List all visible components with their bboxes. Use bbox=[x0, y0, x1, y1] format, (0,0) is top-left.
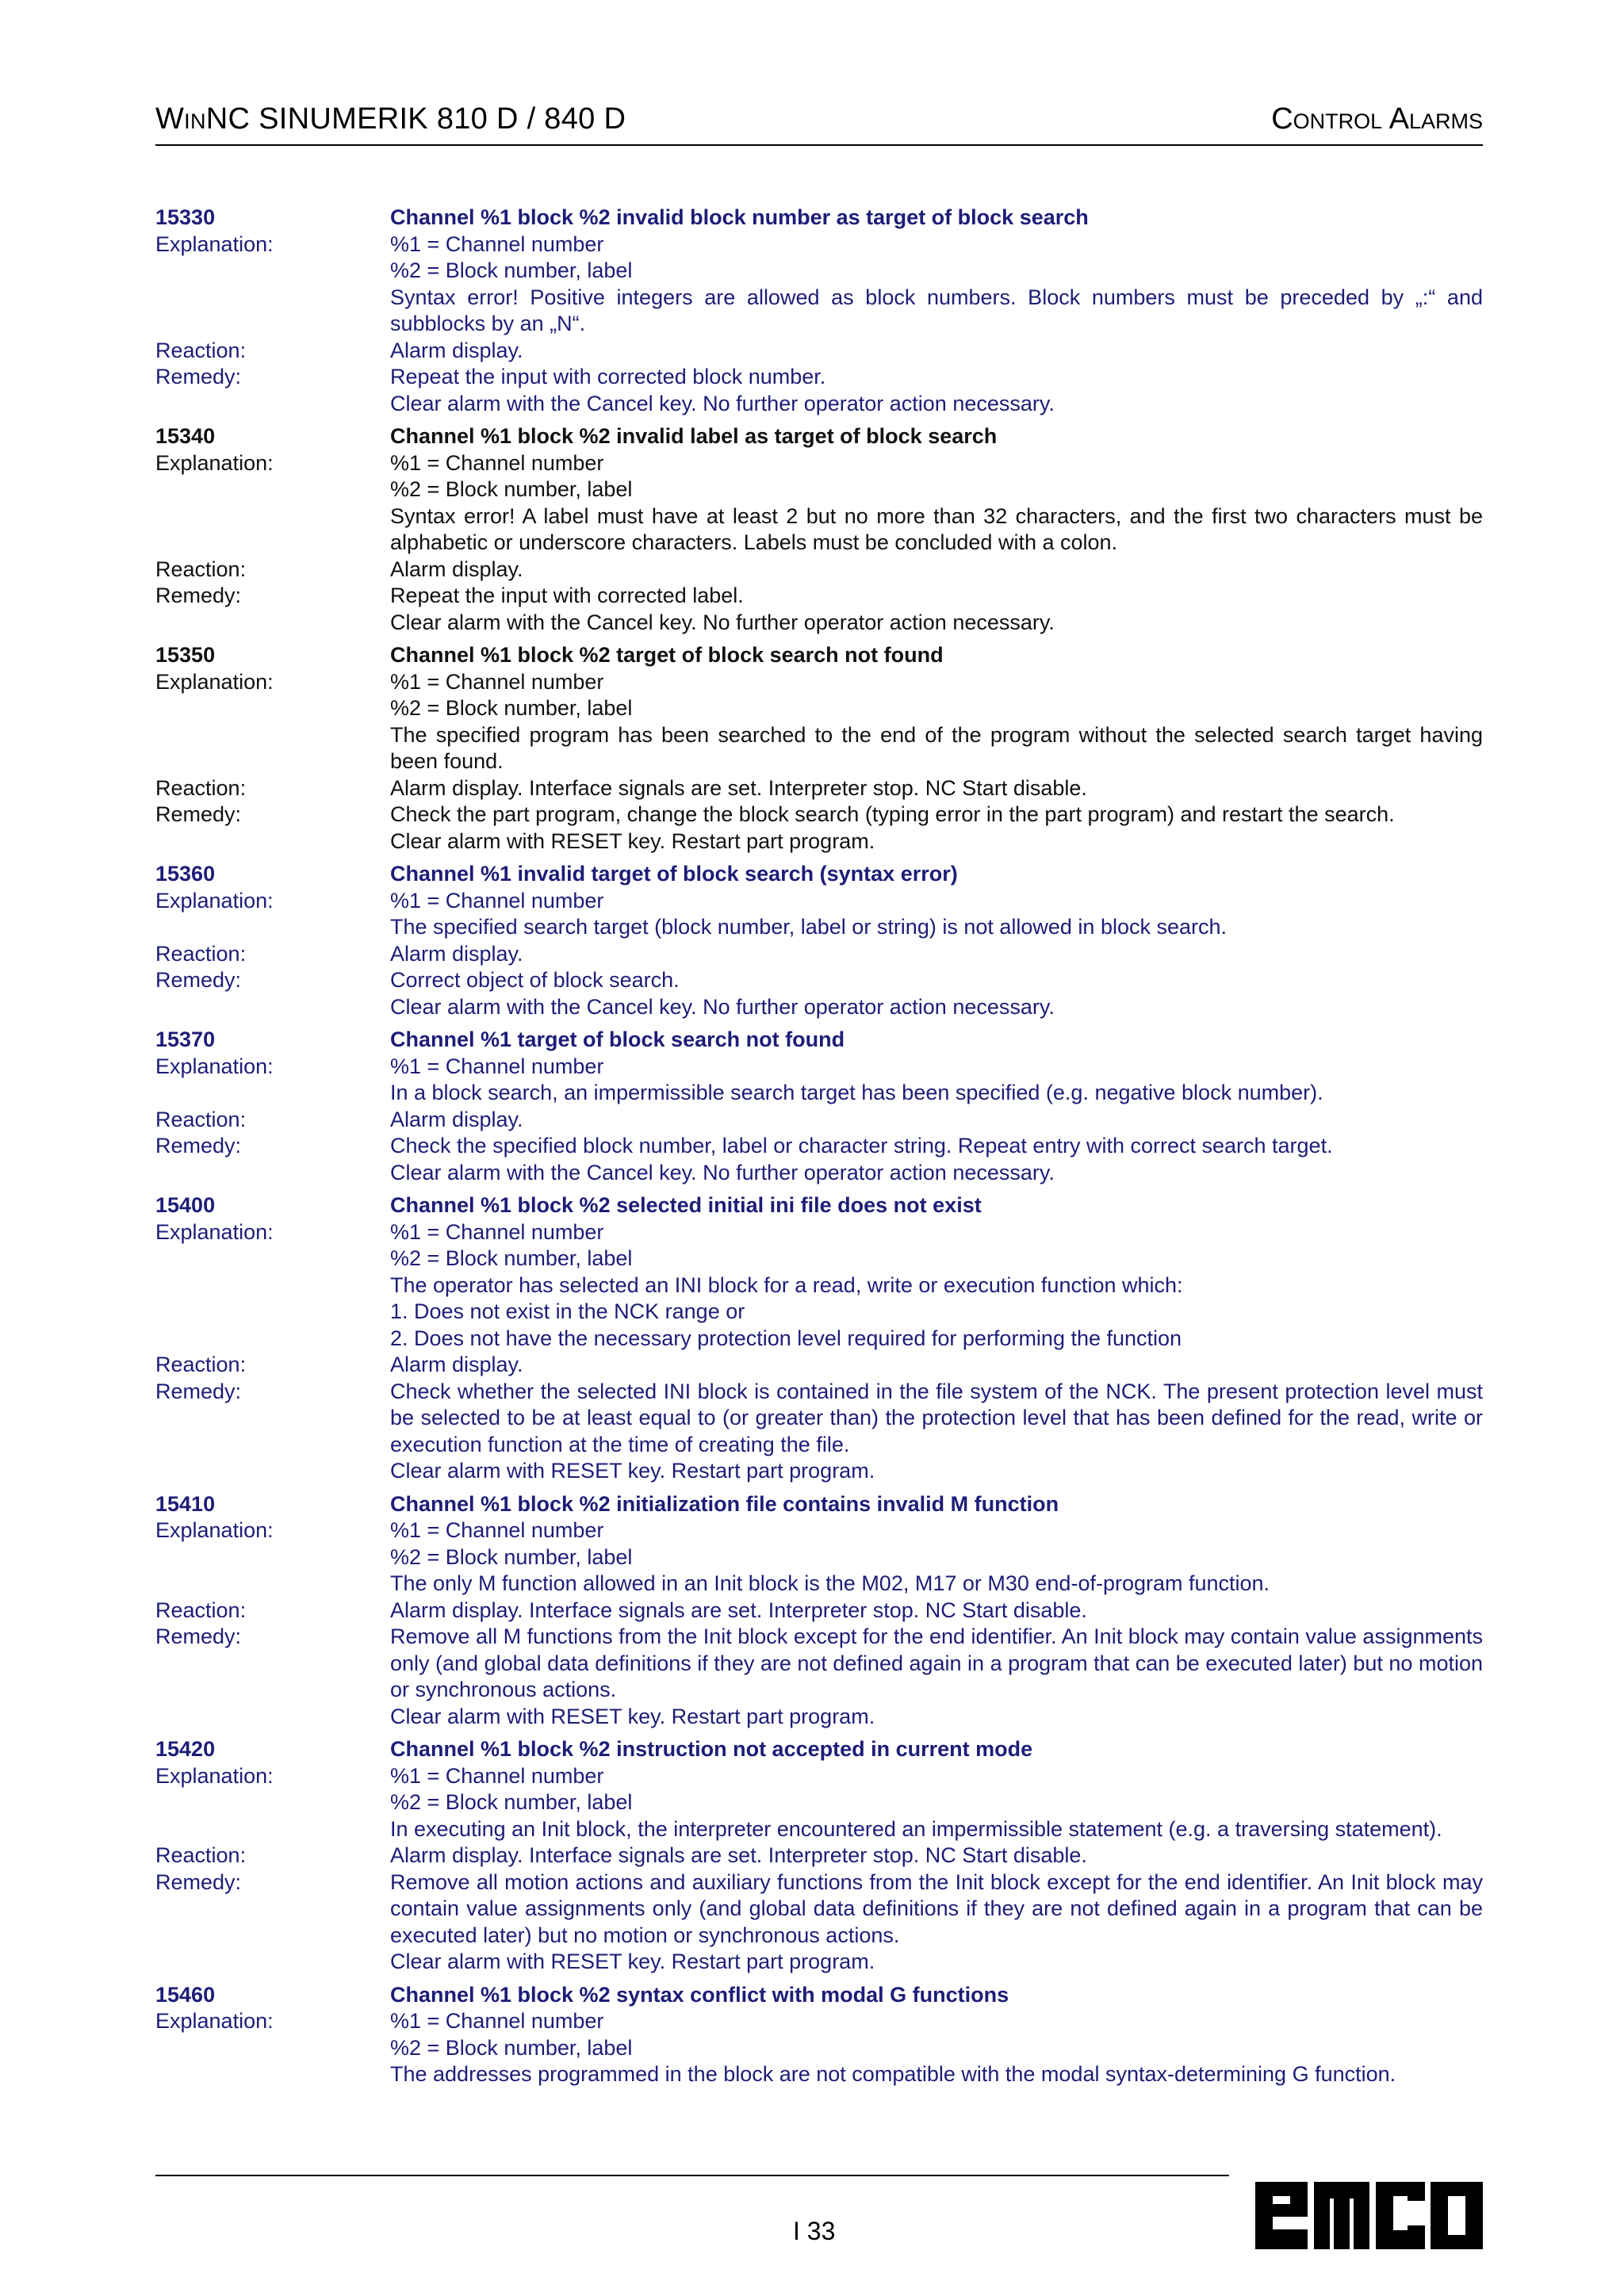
alarm-line bbox=[155, 258, 1483, 285]
explanation-text: %2 = Block number, label bbox=[390, 258, 633, 282]
explanation-text: The specified program has been searched to the end of the program without the selected search target having been found. bbox=[390, 722, 1483, 773]
label-spacer bbox=[155, 1272, 390, 1299]
alarm-line bbox=[155, 1299, 1483, 1326]
explanation-text: %2 = Block number, label bbox=[390, 1544, 633, 1569]
label-spacer bbox=[155, 2061, 390, 2088]
alarm-line bbox=[155, 861, 1483, 888]
explanation-label: Explanation: bbox=[155, 1054, 274, 1078]
alarm-title: Channel %1 block %2 initialization file contains invalid M function bbox=[390, 1491, 1059, 1516]
label-spacer bbox=[155, 994, 390, 1021]
alarm-line bbox=[155, 2035, 1483, 2062]
label-spacer bbox=[155, 285, 390, 338]
label-spacer bbox=[155, 1080, 390, 1107]
header-title: WinNC SINUMERIK 810 D / 840 D bbox=[155, 102, 626, 136]
remedy-label: Remedy: bbox=[155, 1379, 242, 1403]
explanation-label: Explanation: bbox=[155, 1518, 274, 1542]
alarm-title: Channel %1 block %2 invalid block number as target of block search bbox=[390, 205, 1089, 229]
alarm-line bbox=[155, 1458, 1483, 1485]
explanation-text: %1 = Channel number bbox=[390, 888, 604, 913]
reaction-text: Alarm display. bbox=[390, 1107, 523, 1131]
alarm-line bbox=[155, 1816, 1483, 1843]
alarm-line bbox=[155, 1517, 1483, 1544]
remedy-text: Clear alarm with RESET key. Restart part program. bbox=[390, 828, 875, 853]
alarm-code: 15350 bbox=[155, 643, 216, 667]
remedy-text: Repeat the input with corrected label. bbox=[390, 584, 744, 607]
alarm-entry bbox=[155, 1736, 1483, 1976]
alarm-line bbox=[155, 1571, 1483, 1598]
explanation-text: In a block search, an impermissible search target has been specified (e.g. negative block number). bbox=[390, 1081, 1323, 1104]
reaction-label: Reaction: bbox=[155, 1843, 247, 1867]
alarm-line bbox=[155, 503, 1483, 557]
alarm-entry bbox=[155, 1192, 1483, 1485]
label-spacer bbox=[155, 476, 390, 503]
label-spacer bbox=[155, 1544, 390, 1571]
explanation-label: Explanation: bbox=[155, 1219, 274, 1244]
alarm-line bbox=[155, 285, 1483, 338]
label-spacer bbox=[155, 914, 390, 941]
alarm-line bbox=[155, 232, 1483, 258]
alarm-entry bbox=[155, 1491, 1483, 1731]
alarm-line bbox=[155, 1704, 1483, 1731]
explanation-text: %1 = Channel number bbox=[390, 1219, 604, 1244]
label-spacer bbox=[155, 391, 390, 418]
alarm-code: 15410 bbox=[155, 1491, 216, 1516]
reaction-label: Reaction: bbox=[155, 775, 247, 800]
remedy-label: Remedy: bbox=[155, 365, 242, 388]
remedy-text: Remove all M functions from the Init block except for the end identifier. An Init block may contain value assignments only (and global data definitions if they are not defined again in a program that can be executed later) but no motion or synchronous actions. bbox=[390, 1624, 1483, 1701]
alarm-line bbox=[155, 914, 1483, 941]
label-spacer bbox=[155, 722, 390, 775]
explanation-text: %1 = Channel number bbox=[390, 1763, 604, 1788]
header-section: Control Alarms bbox=[1271, 102, 1483, 136]
remedy-label: Remedy: bbox=[155, 1134, 242, 1158]
remedy-text: Check whether the selected INI block is contained in the file system of the NCK. The present protection level must be selected to be at least equal to (or greater than) the protection level that has been defined for the read, write or execution function at the time of creating the file. bbox=[390, 1379, 1483, 1456]
remedy-text: Remove all motion actions and auxiliary functions from the Init block except for the end identifier. An Init block may contain value assignments only (and global data definitions if they are not defined again in a program that can be executed later) but no motion or synchronous actions. bbox=[390, 1869, 1483, 1947]
alarm-code: 15330 bbox=[155, 205, 216, 229]
alarm-line bbox=[155, 888, 1483, 915]
alarm-line bbox=[155, 1624, 1483, 1704]
explanation-label: Explanation: bbox=[155, 2009, 274, 2033]
remedy-label: Remedy: bbox=[155, 1624, 242, 1648]
alarm-line bbox=[155, 1080, 1483, 1107]
reaction-label: Reaction: bbox=[155, 941, 247, 966]
reaction-text: Alarm display. Interface signals are set. Interpreter stop. NC Start disable. bbox=[390, 1843, 1087, 1867]
alarm-entry bbox=[155, 205, 1483, 417]
alarm-line bbox=[155, 610, 1483, 637]
alarm-line bbox=[155, 423, 1483, 450]
alarm-entry bbox=[155, 1982, 1483, 2088]
remedy-text: Correct object of block search. bbox=[390, 968, 680, 992]
alarm-line bbox=[155, 1054, 1483, 1081]
alarm-line bbox=[155, 802, 1483, 828]
alarm-line bbox=[155, 967, 1483, 994]
label-spacer bbox=[155, 695, 390, 722]
reaction-label: Reaction: bbox=[155, 557, 247, 581]
label-spacer bbox=[155, 2035, 390, 2062]
alarm-title: Channel %1 block %2 selected initial ini file does not exist bbox=[390, 1193, 982, 1217]
alarm-line bbox=[155, 1352, 1483, 1379]
explanation-label: Explanation: bbox=[155, 232, 274, 256]
alarm-entry bbox=[155, 423, 1483, 636]
label-spacer bbox=[155, 828, 390, 855]
alarm-title: Channel %1 block %2 target of block search not found bbox=[390, 643, 944, 667]
label-spacer bbox=[155, 1246, 390, 1272]
alarm-line bbox=[155, 364, 1483, 391]
alarm-line bbox=[155, 476, 1483, 503]
alarm-line bbox=[155, 1982, 1483, 2009]
explanation-text: The operator has selected an INI block for a read, write or execution function which: bbox=[390, 1272, 1183, 1297]
explanation-text: %1 = Channel number bbox=[390, 1518, 604, 1542]
alarm-code: 15360 bbox=[155, 862, 216, 886]
remedy-label: Remedy: bbox=[155, 802, 242, 826]
reaction-label: Reaction: bbox=[155, 1107, 247, 1131]
reaction-text: Alarm display. bbox=[390, 1353, 523, 1376]
alarm-code: 15460 bbox=[155, 1982, 216, 2007]
alarm-line bbox=[155, 695, 1483, 722]
alarm-line bbox=[155, 1763, 1483, 1790]
explanation-text: 1. Does not exist in the NCK range or bbox=[390, 1299, 745, 1323]
alarm-title: Channel %1 invalid target of block search (syntax error) bbox=[390, 862, 958, 886]
reaction-label: Reaction: bbox=[155, 338, 247, 362]
alarm-line bbox=[155, 642, 1483, 669]
explanation-text: %2 = Block number, label bbox=[390, 1790, 633, 1814]
remedy-text: Clear alarm with the Cancel key. No further operator action necessary. bbox=[390, 994, 1055, 1019]
remedy-text: Clear alarm with the Cancel key. No further operator action necessary. bbox=[390, 391, 1055, 415]
reaction-label: Reaction: bbox=[155, 1353, 247, 1376]
alarm-code: 15400 bbox=[155, 1193, 216, 1217]
label-spacer bbox=[155, 1160, 390, 1187]
alarm-line bbox=[155, 450, 1483, 477]
alarm-line bbox=[155, 722, 1483, 775]
explanation-text: In executing an Init block, the interpreter encountered an impermissible statement (e.g. a traversing statement). bbox=[390, 1816, 1442, 1841]
remedy-text: Clear alarm with the Cancel key. No further operator action necessary. bbox=[390, 610, 1055, 634]
explanation-text: %2 = Block number, label bbox=[390, 696, 633, 720]
remedy-text: Check the specified block number, label or character string. Repeat entry with correct search target. bbox=[390, 1134, 1333, 1158]
reaction-text: Alarm display. Interface signals are set. Interpreter stop. NC Start disable. bbox=[390, 775, 1087, 800]
page-number: I 33 bbox=[793, 2217, 836, 2245]
alarm-line bbox=[155, 2061, 1483, 2088]
alarm-line bbox=[155, 2008, 1483, 2035]
reaction-text: Alarm display. bbox=[390, 941, 523, 966]
alarm-line bbox=[155, 583, 1483, 610]
alarm-entry bbox=[155, 861, 1483, 1020]
explanation-text: %2 = Block number, label bbox=[390, 2035, 633, 2060]
alarm-line bbox=[155, 775, 1483, 802]
alarm-line bbox=[155, 1598, 1483, 1624]
remedy-text: Clear alarm with RESET key. Restart part program. bbox=[390, 1950, 875, 1973]
alarm-line bbox=[155, 1736, 1483, 1763]
reaction-text: Alarm display. Interface signals are set. Interpreter stop. NC Start disable. bbox=[390, 1598, 1087, 1622]
label-spacer bbox=[155, 1458, 390, 1485]
alarm-line bbox=[155, 557, 1483, 584]
alarm-line bbox=[155, 994, 1483, 1021]
emco-logo bbox=[1255, 2172, 1483, 2249]
label-spacer bbox=[155, 1789, 390, 1816]
explanation-text: The addresses programmed in the block are not compatible with the modal syntax-determining G function. bbox=[390, 2062, 1396, 2086]
alarm-line bbox=[155, 1949, 1483, 1976]
alarm-line bbox=[155, 1133, 1483, 1160]
alarm-title: Channel %1 target of block search not found bbox=[390, 1027, 845, 1051]
alarm-title: Channel %1 block %2 invalid label as target of block search bbox=[390, 424, 998, 448]
remedy-label: Remedy: bbox=[155, 968, 242, 992]
alarm-line bbox=[155, 1160, 1483, 1187]
reaction-label: Reaction: bbox=[155, 1598, 247, 1622]
alarm-line bbox=[155, 1789, 1483, 1816]
explanation-text: %1 = Channel number bbox=[390, 2009, 604, 2033]
alarm-line bbox=[155, 1379, 1483, 1459]
remedy-text: Clear alarm with the Cancel key. No further operator action necessary. bbox=[390, 1160, 1055, 1184]
alarm-line bbox=[155, 1219, 1483, 1246]
alarm-code: 15420 bbox=[155, 1737, 216, 1761]
alarm-line bbox=[155, 1027, 1483, 1054]
explanation-text: Syntax error! A label must have at least 2 but no more than 32 characters, and the first two characters must be alphabetic or underscore characters. Labels must be concluded with a colon. bbox=[390, 503, 1483, 554]
remedy-label: Remedy: bbox=[155, 584, 242, 607]
remedy-text: Check the part program, change the block search (typing error in the part program) and restart the search. bbox=[390, 802, 1395, 826]
alarm-entry bbox=[155, 1027, 1483, 1186]
explanation-text: %1 = Channel number bbox=[390, 450, 604, 475]
explanation-text: %1 = Channel number bbox=[390, 1054, 604, 1078]
label-spacer bbox=[155, 1816, 390, 1843]
alarm-line bbox=[155, 1107, 1483, 1134]
alarm-code: 15340 bbox=[155, 424, 216, 448]
label-spacer bbox=[155, 1949, 390, 1976]
explanation-text: %2 = Block number, label bbox=[390, 477, 633, 501]
explanation-text: %1 = Channel number bbox=[390, 232, 604, 256]
alarm-line bbox=[155, 391, 1483, 418]
label-spacer bbox=[155, 503, 390, 557]
label-spacer bbox=[155, 258, 390, 285]
alarm-line bbox=[155, 205, 1483, 232]
remedy-text: Clear alarm with RESET key. Restart part program. bbox=[390, 1459, 875, 1483]
page-header bbox=[155, 94, 1483, 146]
remedy-text: Clear alarm with RESET key. Restart part program. bbox=[390, 1704, 875, 1728]
alarm-line bbox=[155, 941, 1483, 968]
alarm-line bbox=[155, 1491, 1483, 1518]
alarm-line bbox=[155, 669, 1483, 696]
explanation-text: The specified search target (block number, label or string) is not allowed in block search. bbox=[390, 915, 1228, 939]
label-spacer bbox=[155, 1571, 390, 1598]
alarm-code: 15370 bbox=[155, 1027, 216, 1051]
explanation-text: The only M function allowed in an Init block is the M02, M17 or M30 end-of-program function. bbox=[390, 1571, 1270, 1595]
label-spacer bbox=[155, 1299, 390, 1326]
reaction-text: Alarm display. bbox=[390, 557, 523, 581]
label-spacer bbox=[155, 610, 390, 637]
alarm-line bbox=[155, 1326, 1483, 1353]
explanation-label: Explanation: bbox=[155, 450, 274, 475]
alarm-list bbox=[155, 205, 1483, 2095]
explanation-label: Explanation: bbox=[155, 1763, 274, 1788]
alarm-title: Channel %1 block %2 instruction not accepted in current mode bbox=[390, 1737, 1033, 1761]
alarm-line bbox=[155, 1246, 1483, 1272]
explanation-label: Explanation: bbox=[155, 669, 274, 694]
footer-rule bbox=[155, 2175, 1229, 2176]
alarm-line bbox=[155, 1272, 1483, 1299]
alarm-title: Channel %1 block %2 syntax conflict with modal G functions bbox=[390, 1982, 1009, 2007]
alarm-line bbox=[155, 1869, 1483, 1950]
alarm-entry bbox=[155, 642, 1483, 855]
alarm-line bbox=[155, 1843, 1483, 1869]
explanation-text: Syntax error! Positive integers are allowed as block numbers. Block numbers must be preceded by „:“ and subblocks by an „N“. bbox=[390, 285, 1483, 335]
explanation-text: %2 = Block number, label bbox=[390, 1246, 633, 1270]
label-spacer bbox=[155, 1704, 390, 1731]
alarm-line bbox=[155, 1192, 1483, 1219]
remedy-label: Remedy: bbox=[155, 1869, 242, 1894]
remedy-text: Repeat the input with corrected block number. bbox=[390, 365, 826, 388]
explanation-text: %1 = Channel number bbox=[390, 669, 604, 694]
explanation-text: 2. Does not have the necessary protection level required for performing the function bbox=[390, 1326, 1182, 1350]
explanation-label: Explanation: bbox=[155, 888, 274, 913]
reaction-text: Alarm display. bbox=[390, 338, 523, 362]
alarm-line bbox=[155, 828, 1483, 855]
alarm-line bbox=[155, 338, 1483, 365]
label-spacer bbox=[155, 1326, 390, 1353]
alarm-line bbox=[155, 1544, 1483, 1571]
